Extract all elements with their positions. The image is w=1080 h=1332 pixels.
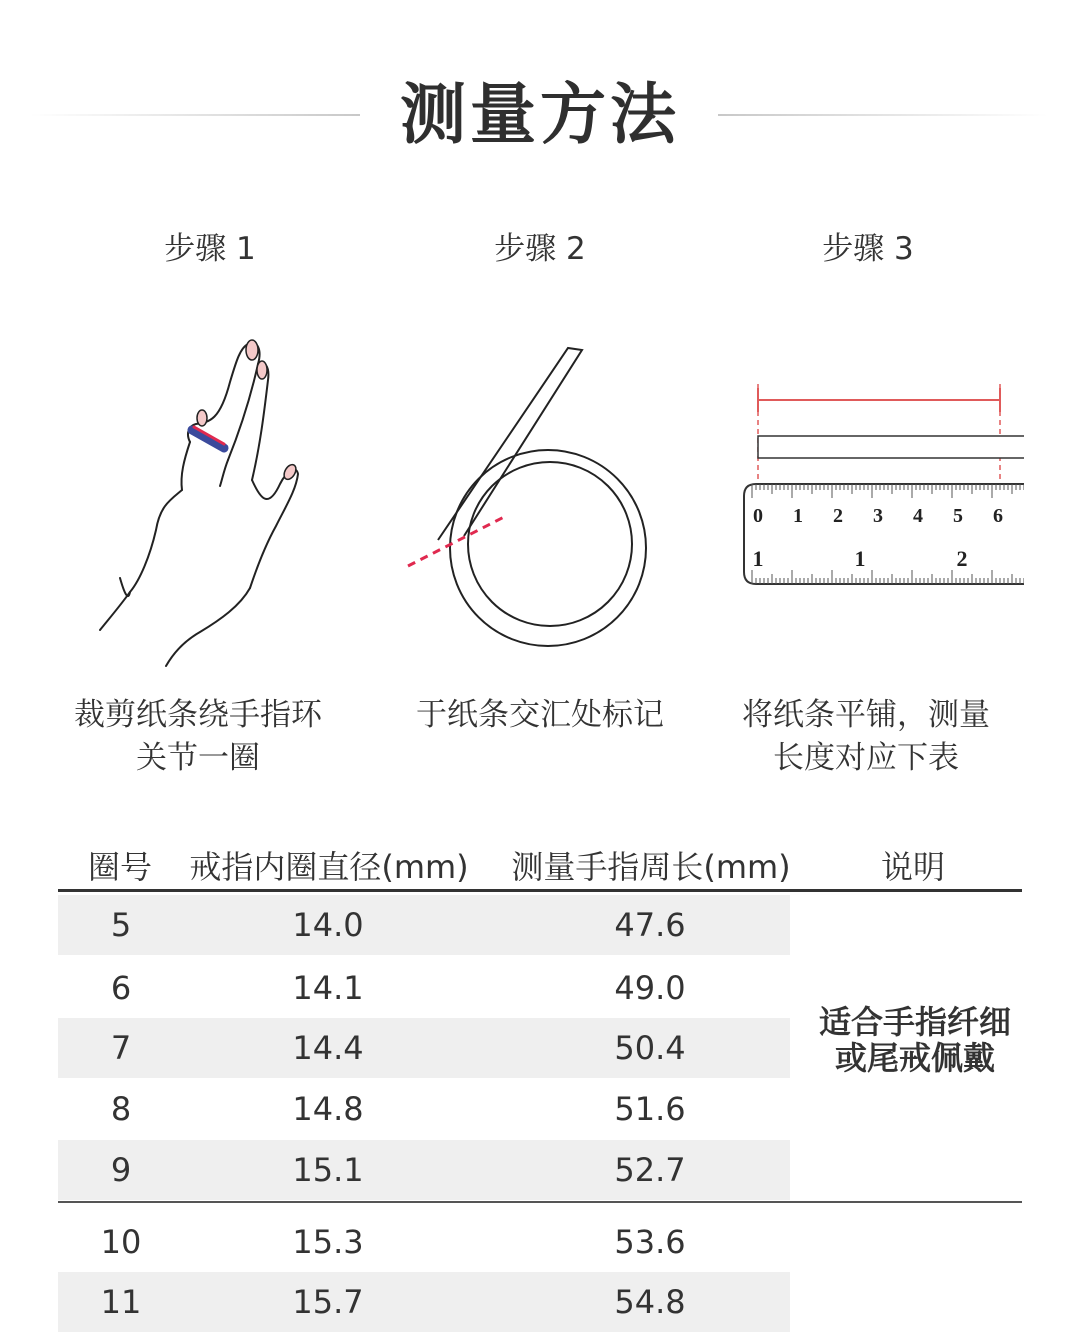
- title-divider-right: [718, 114, 1048, 116]
- step-2-desc-line1: 于纸条交汇处标记: [416, 697, 664, 733]
- size-cell: 11: [100, 1283, 142, 1321]
- step-2-description: [380, 694, 700, 737]
- table-row: [58, 895, 790, 955]
- table-row: [58, 1272, 790, 1332]
- table-header-size: 圈号: [87, 848, 152, 886]
- circumference-cell: 52.7: [614, 1151, 686, 1189]
- ruler-top-number: 3: [873, 505, 883, 527]
- ruler-top-number: 2: [833, 505, 843, 527]
- table-row: [58, 1140, 790, 1200]
- step-1-label: 步骤 1: [164, 231, 256, 267]
- table-header-finger-circumference: 测量手指周长(mm): [511, 848, 791, 886]
- step-1-description: [38, 694, 358, 780]
- ruler-bottom-number: 1: [752, 546, 764, 571]
- ruler-top-number: 0: [753, 505, 763, 527]
- table-row: [58, 1079, 790, 1139]
- circumference-cell: 51.6: [614, 1090, 686, 1128]
- circumference-cell: 53.6: [614, 1223, 686, 1261]
- step-1-desc-line2: 关节一圈: [136, 740, 260, 776]
- diameter-cell: 14.0: [292, 906, 364, 944]
- step-3-label: 步骤 3: [822, 231, 914, 267]
- table-row: [58, 1212, 790, 1272]
- table-group-divider: [58, 1201, 1022, 1203]
- ruler-top-number: 4: [913, 505, 923, 527]
- diameter-cell: 15.7: [292, 1283, 364, 1321]
- circumference-cell: 50.4: [614, 1029, 686, 1067]
- table-row: [58, 958, 790, 1018]
- circumference-cell: 47.6: [614, 906, 686, 944]
- step-3-desc-line1: 将纸条平铺，测量: [742, 697, 990, 733]
- diameter-cell: 15.3: [292, 1223, 364, 1261]
- size-cell: 9: [110, 1151, 132, 1189]
- step-3-description: [706, 694, 1026, 780]
- title-divider-left: [30, 114, 360, 116]
- table-note: [800, 1004, 1030, 1076]
- step-2-label: 步骤 2: [494, 231, 586, 267]
- diameter-cell: 14.1: [292, 969, 364, 1007]
- circumference-cell: 49.0: [614, 969, 686, 1007]
- table-header-note: 说明: [880, 848, 945, 886]
- table-header-inner-diameter: 戒指内圈直径(mm): [189, 848, 469, 886]
- table-header-rule: [58, 889, 1022, 892]
- table-note-line1: 适合手指纤细: [818, 1003, 1011, 1041]
- step-1-desc-line1: 裁剪纸条绕手指环: [74, 697, 322, 733]
- ruler-top-number: 6: [993, 505, 1003, 527]
- circumference-cell: 54.8: [614, 1283, 686, 1321]
- ruler-bottom-number: 2: [956, 546, 968, 571]
- diameter-cell: 14.8: [292, 1090, 364, 1128]
- ruler-top-number: 1: [793, 505, 803, 527]
- size-cell: 8: [110, 1090, 132, 1128]
- size-cell: 7: [110, 1029, 132, 1067]
- page-title: 测量方法: [400, 76, 680, 153]
- paper-loop-illustration: [400, 340, 660, 660]
- diameter-cell: 14.4: [292, 1029, 364, 1067]
- ruler-bottom-number: 1: [854, 546, 866, 571]
- hand-with-ring-illustration: [90, 330, 320, 680]
- diameter-cell: 15.1: [292, 1151, 364, 1189]
- step-3-desc-line2: 长度对应下表: [773, 740, 959, 776]
- table-row: [58, 1018, 790, 1078]
- size-cell: 6: [110, 969, 132, 1007]
- table-note-line2: 或尾戒佩戴: [834, 1039, 995, 1077]
- ruler-measure-illustration: [738, 380, 1024, 590]
- size-cell: 10: [100, 1223, 142, 1261]
- ruler-top-number: 5: [953, 505, 963, 527]
- size-cell: 5: [110, 906, 132, 944]
